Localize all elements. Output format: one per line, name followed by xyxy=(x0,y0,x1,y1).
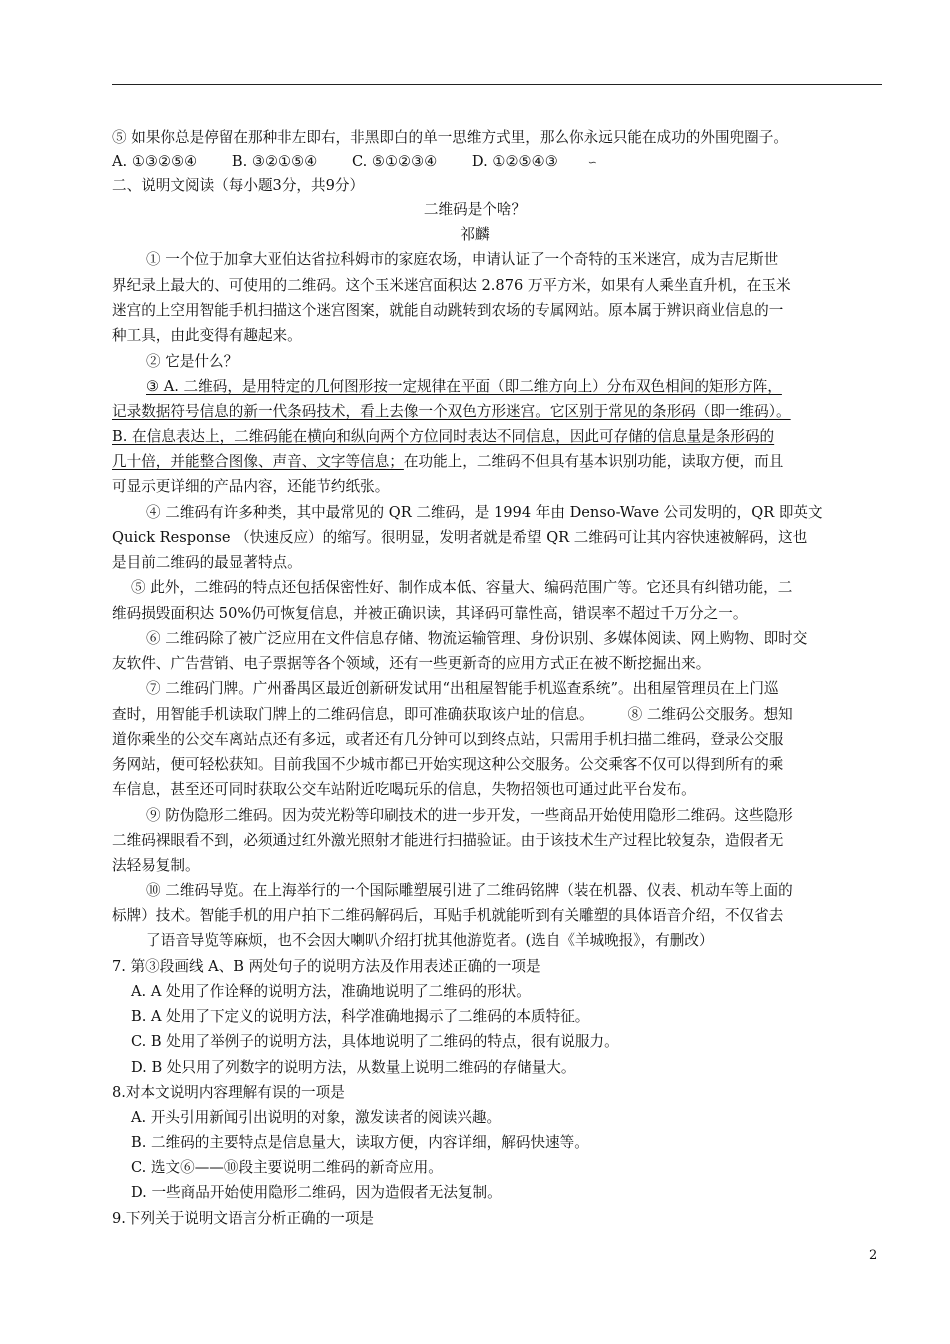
q5-statement: ⑤ 如果你总是停留在那种非左即右，非黑即白的单一思维方式里，那么你永远只能在成功的外围兜圈子。 xyxy=(112,129,788,146)
q5-option-c: C. ⑤①②③④ xyxy=(351,153,438,170)
para-8-start: ⑧ 二维码公交服务。想知 xyxy=(627,706,793,723)
para-8-line-3: 务网站，便可轻松获知。目前我国不少城市都已开始实现这种公交服务。公交乘客不仅可以得到所有的乘 xyxy=(112,756,784,773)
para-3-line-5: 可显示更详细的产品内容，还能节约纸张。 xyxy=(112,478,390,495)
q5-options xyxy=(112,152,887,173)
article-author: 祁麟 xyxy=(460,226,490,243)
para-10-line-2: 标牌）技术。智能手机的用户拍下二维码解码后，耳贴手机就能听到有关雕塑的具体语音介绍，不仅省去 xyxy=(112,907,784,924)
para-3-line-2: 记录数据符号信息的新一代条码技术，看上去像一个双色方形迷宫。它区别于常见的条形码（即一维码）。 xyxy=(112,403,791,420)
para-9-line-2: 二维码裸眼看不到，必须通过红外激光照射才能进行扫描验证。由于该技术生产过程比较复杂，造假者无 xyxy=(112,832,784,849)
para-3-line-1: ③ A. 二维码，是用特定的几何图形按一定规律在平面（即二维方向上）分布双色相间的矩形方阵， xyxy=(146,378,782,395)
q8-stem: 8.对本文说明内容理解有误的一项是 xyxy=(112,1084,345,1101)
q8-option-b: B. 二维码的主要特点是信息量大，读取方便，内容详细，解码快速等。 xyxy=(131,1134,589,1151)
para-3-line-4-rest: 在功能上，二维码不但具有基本识别功能，读取方便，而且 xyxy=(403,453,784,470)
q8-option-c: C. 选文⑥——⑩段主要说明二维码的新奇应用。 xyxy=(131,1159,443,1176)
para-9-line-3: 法轻易复制。 xyxy=(112,857,200,874)
q7-option-b: B. A 处用了下定义的说明方法，科学准确地揭示了二维码的本质特征。 xyxy=(131,1008,590,1025)
para-3-line-4 xyxy=(112,452,887,472)
para-8-line-2: 道你乘坐的公交车离站点还有多远，或者还有几分钟可以到终点站，只需用手机扫描二维码，登录公交服 xyxy=(112,731,784,748)
q9-stem: 9.下列关于说明文语言分析正确的一项是 xyxy=(112,1210,375,1227)
q5-option-b: B. ③②①⑤④ xyxy=(231,153,318,170)
para-10-line-3: 了语音导览等麻烦，也不会因大喇叭介绍打扰其他游览者。(选自《羊城晚报》，有删改） xyxy=(146,932,714,949)
scribble-mark-icon: ∽ xyxy=(587,156,598,169)
para-3-line-3: B. 在信息表达上，二维码能在横向和纵向两个方位同时表达不同信息，因此可存储的信息量是条形码的 xyxy=(112,428,775,445)
q5-option-d: D. ①②⑤④③ xyxy=(471,153,558,170)
para-8-line-4: 车信息，甚至还可同时获取公交车站附近吃喝玩乐的信息，失物招领也可通过此平台发布。 xyxy=(112,781,696,798)
para-4-line-2: Quick Response （快速反应）的缩写。很明显，发明者就是希望 QR 二维码可让其内容快速被解码，这也 xyxy=(112,529,808,546)
para-6-line-2: 友软件、广告营销、电子票据等各个领域，还有一些更新奇的应用方式正在被不断挖掘出来。 xyxy=(112,655,711,672)
header-rule xyxy=(112,84,882,85)
para-4-line-1: ④ 二维码有许多种类，其中最常见的 QR 二维码，是 1994 年由 Denso-Wave 公司发明的，QR 即英文 xyxy=(146,504,823,521)
para-4-line-3: 是目前二维码的最显著特点。 xyxy=(112,554,302,571)
q7-option-c: C. B 处用了举例子的说明方法，具体地说明了二维码的特点，很有说服力。 xyxy=(131,1033,619,1050)
para-7-line-1: ⑦ 二维码门牌。广州番禺区最近创新研发试用“出租屋智能手机巡查系统”。出租屋管理员在上门巡 xyxy=(146,680,779,697)
q7-option-a: A. A 处用了作诠释的说明方法，准确地说明了二维码的形状。 xyxy=(131,983,531,1000)
para-9-line-1: ⑨ 防伪隐形二维码。因为荧光粉等印刷技术的进一步开发，一些商品开始使用隐形二维码。这些隐形 xyxy=(146,807,793,824)
page-number: 2 xyxy=(869,1248,878,1263)
para-6-line-1: ⑥ 二维码除了被广泛应用在文件信息存储、物流运输管理、身份识别、多媒体阅读、网上购物、即时交 xyxy=(146,630,808,647)
para-3-underlined-end: 几十倍，并能整合图像、声音、文字等信息； xyxy=(112,453,404,470)
para-7-line-2 xyxy=(112,705,887,725)
q8-option-d: D. 一些商品开始使用隐形二维码，因为造假者无法复制。 xyxy=(131,1184,502,1201)
para-10-line-1: ⑩ 二维码导览。在上海举行的一个国际雕塑展引进了二维码铭牌（装在机器、仪表、机动车等上面的 xyxy=(146,882,793,899)
article-title: 二维码是个啥？ xyxy=(423,201,527,218)
para-1-line-2: 界纪录上最大的、可使用的二维码。这个玉米迷宫面积达 2.876 万平方米，如果有人乘坐直升机，在玉米 xyxy=(112,277,791,294)
para-2: ② 它是什么？ xyxy=(146,353,239,370)
q5-option-a: A. ①③②⑤④ xyxy=(112,153,198,170)
para-1-line-1: ① 一个位于加拿大亚伯达省拉科姆市的家庭农场，申请认证了一个奇特的玉米迷宫，成为吉尼斯世 xyxy=(146,251,779,268)
q7-option-d: D. B 处只用了列数字的说明方法，从数量上说明二维码的存储量大。 xyxy=(131,1059,576,1076)
para-1-line-3: 迷宫的上空用智能手机扫描这个迷宫图案，就能自动跳转到农场的专属网站。原本属于辨识商业信息的一 xyxy=(112,302,784,319)
para-5-line-1: ⑤ 此外，二维码的特点还包括保密性好、制作成本低、容量大、编码范围广等。它还具有纠错功能，二 xyxy=(131,579,793,596)
para-7-line-2-text: 查时，用智能手机读取门牌上的二维码信息，即可准确获取该户址的信息。 xyxy=(112,706,594,723)
para-1-line-4: 种工具，由此变得有趣起来。 xyxy=(112,327,302,344)
para-5-line-2: 维码损毁面积达 50%仍可恢复信息，并被正确识读，其译码可靠性高，错误率不超过千万分之一。 xyxy=(112,605,748,622)
section-title: 二、说明文阅读（每小题3分，共9分） xyxy=(112,177,365,194)
q8-option-a: A. 开头引用新闻引出说明的对象，激发读者的阅读兴趣。 xyxy=(131,1109,502,1126)
q7-stem: 7. 第③段画线 A、B 两处句子的说明方法及作用表述正确的一项是 xyxy=(112,958,541,975)
